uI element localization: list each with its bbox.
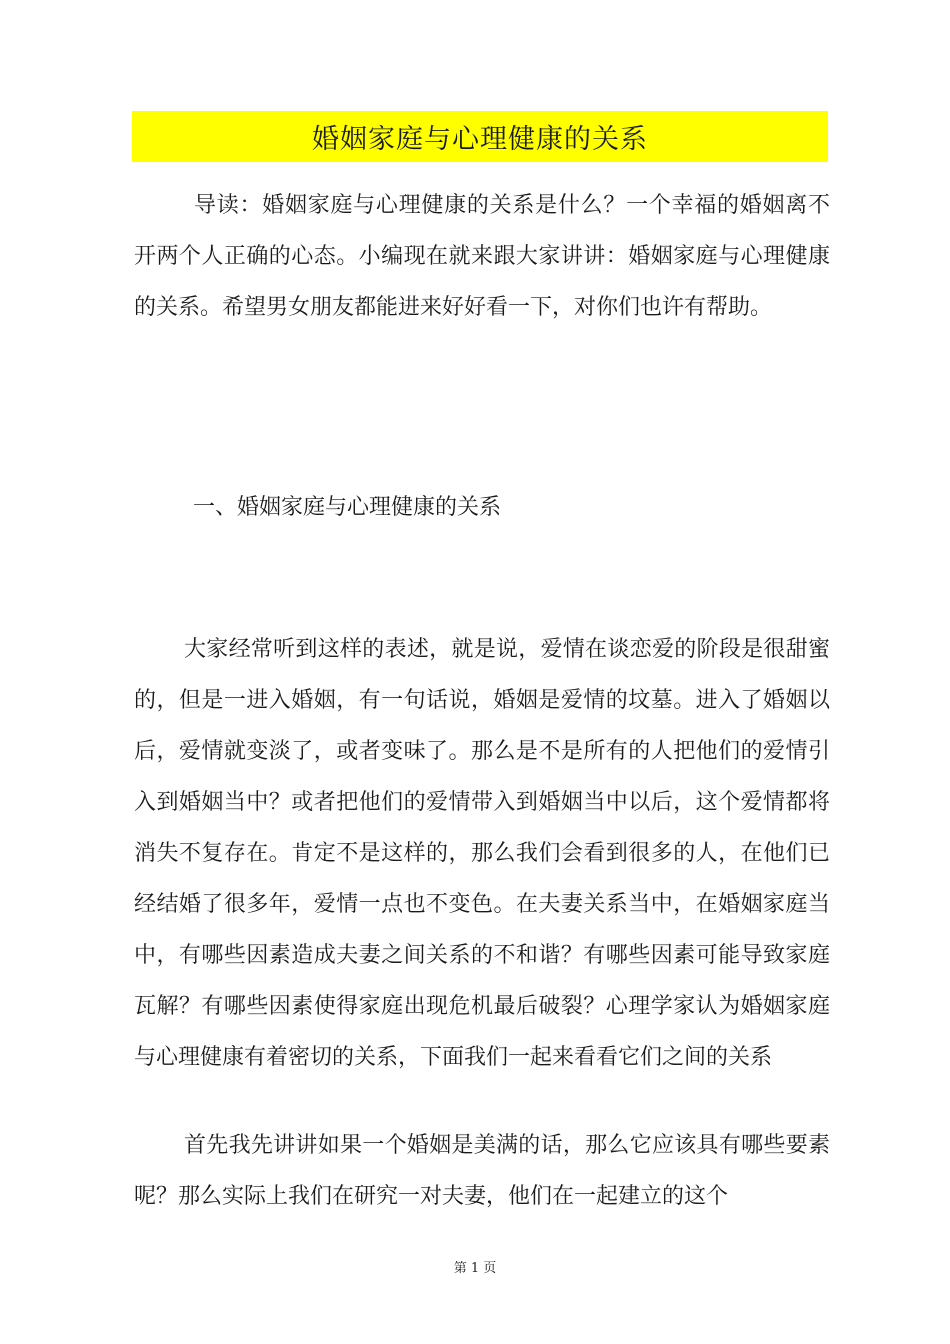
body-paragraph-1: 大家经常听到这样的表述，就是说，爱情在谈恋爱的阶段是很甜蜜的，但是一进入婚姻，有一句话说，婚姻是爱情的坟墓。进入了婚姻以后，爱情就变淡了，或者变味了。那么是不是所有的人把他们的爱情引入到婚姻当中？或者把他们的爱情带入到婚姻当中以后，这个爱情都将消失不复存在。肯定不是这样的，那么我们会看到很多的人，在他们已经结婚了很多年，爱情一点也不变色。在夫妻关系当中，在婚姻家庭当中，有哪些因素造成夫妻之间关系的不和谐？有哪些因素可能导致家庭瓦解？有哪些因素使得家庭出现危机最后破裂？心理学家认为婚姻家庭与心理健康有着密切的关系，下面我们一起来看看它们之间的关系 [134,637,830,1070]
intro-paragraph: 导读：婚姻家庭与心理健康的关系是什么？一个幸福的婚姻离不开两个人正确的心态。小编现在就来跟大家讲讲：婚姻家庭与心理健康的关系。希望男女朋友都能进来好好看一下，对你们也许有帮助。 [134,193,830,320]
body-paragraph-2: 首先我先讲讲如果一个婚姻是美满的话，那么它应该具有哪些要素呢？那么实际上我们在研究一对夫妻，他们在一起建立的这个 [134,1133,830,1209]
title-highlight [132,111,828,162]
page-footer: 第 1 页 [453,1261,497,1276]
document-title: 婚姻家庭与心理健康的关系 [312,124,648,155]
section-heading: 一、婚姻家庭与心理健康的关系 [193,495,502,520]
